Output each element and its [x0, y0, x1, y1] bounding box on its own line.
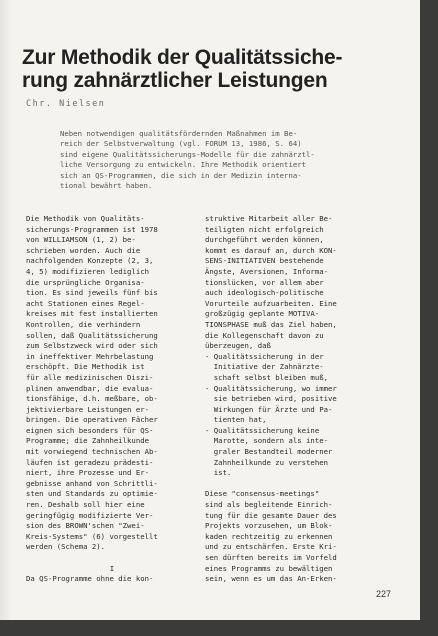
title-line: rung zahnärztlicher Leistungen [22, 69, 328, 92]
text-line: großzügig geplante MOTIVA- [205, 309, 320, 319]
blank-line [26, 553, 198, 564]
abstract-line: sich an QS-Programmen, die sich in der Medizin interna- [60, 170, 302, 180]
text-line: Die Methodik von Qualitäts- [26, 214, 145, 223]
text-line: überzeugen, daß [205, 341, 271, 351]
text-line: 4, 5) modifizieren lediglich [26, 266, 150, 276]
text-line: schrieben worden. Auch die [26, 245, 141, 255]
text-line: sind als begleitende Einrich- [205, 500, 333, 510]
text-line: tung für die gesamte Dauer des [205, 510, 337, 520]
text-line: nachfolgenden Konzepte (2, 3, [26, 256, 154, 266]
text-line: ren. Deshalb soll hier eine [26, 500, 145, 510]
text-line: Da QS-Programme ohne die kon- [26, 574, 154, 584]
text-line: Programme; die Zahnheilkunde [26, 436, 150, 446]
text-line: erschöpft. Die Methodik ist [26, 362, 145, 372]
text-line: plinen anwendbar, die evalua- [26, 383, 154, 393]
bullet-line: Marotte, sondern als inte- [205, 436, 329, 446]
text-line: Kreis-Systems" (6) vorgestellt [26, 531, 158, 541]
bullet-line: Wirkungen für Ärzte und Pa- [205, 404, 333, 414]
text-line: Projekts vorzusehen, um Blok- [205, 521, 333, 531]
text-line: kommt es darauf an, durch KON- [205, 245, 337, 255]
blank-line [205, 479, 381, 490]
text-line: eines Programms zu bewältigen [205, 563, 333, 573]
text-line: Vorurteile aufzuarbeiten. Eine [205, 298, 337, 308]
text-line: mit vorwiegend technischen Ab- [26, 447, 158, 457]
text-line: bringen. Die operativen Fächer [26, 415, 158, 425]
abstract-line: tional bewährt haben. [60, 181, 153, 191]
text-line: geringfügig modifizierte Ver- [26, 510, 154, 520]
bullet-line: - Qualitätssicherung, wo immer [205, 383, 337, 393]
text-line: eignen sich besonders für QS- [26, 425, 154, 435]
text-line: jektivierbare Leistungen er- [26, 404, 150, 414]
bullet-line: sie betrieben wird, positive [205, 394, 337, 404]
text-line: durchgeführt werden können, [205, 235, 324, 245]
text-line: sollen, daß Qualitätssicherung [26, 330, 158, 340]
bullet-line: schaft selbst bleiben muß, [205, 372, 329, 382]
right-text-column [205, 214, 381, 585]
text-line: Diese "consensus-meetings" [205, 489, 320, 499]
text-line: niert, ihre Prozesse und Er- [26, 468, 150, 478]
text-line: kreises mit fest installierten [26, 309, 158, 319]
page-number: 227 [376, 589, 392, 599]
text-line: sein, wenn es um das An-Erken- [205, 574, 337, 584]
abstract-line: reich der Selbstverwaltung (vgl. FORUM 13, 1986, S. 64) [60, 139, 302, 149]
text-line: die ursprüngliche Organisa- [26, 277, 145, 287]
text-line: sten und Standards zu optimie- [26, 489, 158, 499]
text-line: für alle medizinischen Diszi- [26, 372, 154, 382]
text-line: acht Stationen eines Regel- [26, 298, 145, 308]
bullet-line: - Qualitätssicherung in der [205, 351, 324, 361]
text-line: auch ideologisch-politische [205, 288, 324, 298]
text-line: teiligten nicht erfolgreich [205, 224, 324, 234]
bullet-line: - Qualitätssicherung keine [205, 425, 320, 435]
text-line: Ängste, Aversionen, Informa- [205, 266, 329, 276]
abstract-line: sind eigene Qualitätssicherungs-Modelle für die zahnärztl- [60, 149, 315, 159]
text-line: SENS-INITIATIVEN bestehende [205, 256, 324, 266]
text-line: sicherungs-Programmen ist 1978 [26, 224, 158, 234]
title-line: Zur Methodik der Qualitätssiche- [22, 46, 343, 69]
bullet-line: graler Bestandteil moderner [205, 447, 333, 457]
text-line: von WILLIAMSON (1, 2) be- [26, 235, 136, 245]
article-title [22, 46, 412, 92]
text-line: tion. Es sind jeweils fünf bis [26, 288, 158, 298]
bullet-line: ist. [205, 468, 232, 478]
text-line: sion des BROWN'schen "Zwei- [26, 521, 145, 531]
text-line: in ineffektiver Mehrbelastung [26, 351, 154, 361]
text-line: die Kollegenschaft davon zu [205, 330, 324, 340]
left-text-column [26, 214, 198, 585]
abstract-line: liche Versorgung zu entwickeln. Ihre Methodik orientiert [60, 160, 307, 170]
bullet-line: tienten hat, [205, 415, 267, 425]
text-line: TIONSPHASE muß das Ziel haben, [205, 319, 337, 329]
text-line: werden (Schema 2). [26, 542, 106, 552]
page-gutter-shadow [0, 0, 12, 620]
text-line: tionslücken, vor allem aber [205, 277, 324, 287]
bullet-line: Zahnheilkunde zu verstehen [205, 457, 329, 467]
text-line: struktive Mitarbeit aller Be- [205, 214, 333, 223]
author-name: Chr. Nielsen [26, 99, 106, 109]
article-abstract [60, 129, 390, 191]
text-line: sen dürften bereits im Vorfeld [205, 553, 337, 562]
text-line: zum Selbstzweck wird oder sich [26, 341, 158, 351]
bullet-line: Initiative der Zahnärzte- [205, 362, 324, 372]
text-line: tionsfähige, d.h. meßbare, ob- [26, 394, 158, 404]
text-line: Kontrollen, die verhindern [26, 319, 141, 329]
text-line: kaden rechtzeitig zu erkennen [205, 531, 333, 541]
text-line: läufen ist geradezu prädesti- [26, 457, 154, 467]
text-line: gebnisse anhand von Schrittli- [26, 478, 158, 488]
abstract-line: Neben notwendigen qualitätsfördernden Maßnahmen im Be- [60, 129, 298, 138]
section-numeral: I [109, 563, 115, 573]
text-line: und zu entschärfen. Erste Kri- [205, 542, 337, 552]
